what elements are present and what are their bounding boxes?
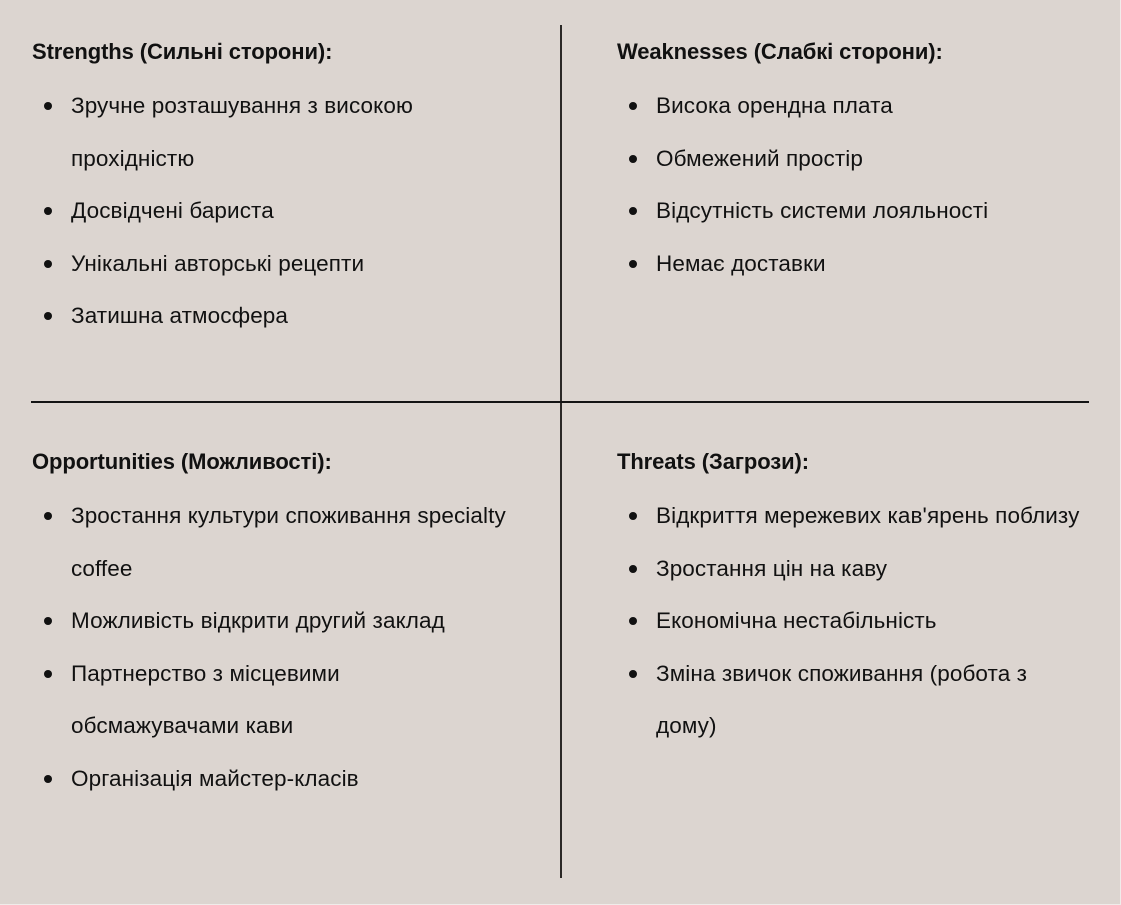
weaknesses-quadrant bbox=[617, 34, 1117, 290]
list-item bbox=[32, 595, 471, 648]
bullet-icon bbox=[44, 102, 52, 110]
list-item bbox=[32, 80, 511, 185]
list-item-text: Зручне розташування з високою прохідністю bbox=[71, 93, 413, 171]
list-item-text: Зростання культури споживання specialty coffee bbox=[71, 503, 506, 581]
list-item-text: Організація майстер-класів bbox=[71, 765, 359, 791]
list-item bbox=[617, 133, 1117, 186]
vertical-divider bbox=[560, 25, 562, 878]
strengths-list bbox=[32, 80, 532, 343]
list-item bbox=[32, 490, 511, 595]
bullet-icon bbox=[629, 207, 637, 215]
bullet-icon bbox=[629, 260, 637, 268]
list-item-text: Висока орендна плата bbox=[656, 93, 893, 118]
bullet-icon bbox=[44, 207, 52, 215]
threats-quadrant bbox=[617, 444, 1117, 753]
bullet-icon bbox=[44, 617, 52, 625]
list-item-text: Немає доставки bbox=[656, 250, 826, 276]
list-item-text: Зростання цін на каву bbox=[656, 555, 888, 581]
list-item bbox=[32, 290, 532, 343]
list-item-text: Відкриття мережевих кав'ярень поблизу bbox=[656, 503, 1080, 528]
list-item-text: Зміна звичок споживання (робота з дому) bbox=[656, 660, 1028, 738]
opportunities-list bbox=[32, 490, 532, 805]
list-item bbox=[32, 753, 532, 806]
list-item bbox=[617, 543, 1117, 596]
strengths-title: Strengths (Сильні сторони): bbox=[32, 39, 333, 64]
list-item bbox=[32, 238, 532, 291]
bullet-icon bbox=[629, 565, 637, 573]
list-item bbox=[617, 185, 1117, 238]
bullet-icon bbox=[629, 617, 637, 625]
list-item-text: Обмежений простір bbox=[656, 145, 863, 171]
list-item bbox=[617, 490, 1096, 543]
list-item-text: Унікальні авторські рецепти bbox=[71, 250, 365, 276]
bullet-icon bbox=[629, 512, 637, 520]
list-item bbox=[32, 185, 532, 238]
bullet-icon bbox=[44, 312, 52, 320]
opportunities-title: Opportunities (Можливості): bbox=[32, 449, 332, 474]
list-item-text: Відсутність системи лояльності bbox=[656, 198, 989, 223]
bullet-icon bbox=[44, 775, 52, 783]
horizontal-divider bbox=[31, 401, 1089, 403]
list-item-text: Партнерство з місцевими обсмажувачами кави bbox=[71, 660, 340, 738]
threats-title: Threats (Загрози): bbox=[617, 449, 809, 474]
bullet-icon bbox=[44, 670, 52, 678]
list-item-text: Економічна нестабільність bbox=[656, 608, 937, 633]
list-item-text: Можливість відкрити другий заклад bbox=[71, 608, 445, 633]
list-item bbox=[32, 648, 451, 753]
list-item-text: Затишна атмосфера bbox=[71, 303, 289, 328]
bullet-icon bbox=[44, 512, 52, 520]
list-item-text: Досвідчені бариста bbox=[71, 198, 274, 223]
bullet-icon bbox=[44, 260, 52, 268]
weaknesses-list bbox=[617, 80, 1117, 290]
list-item bbox=[617, 648, 1036, 753]
list-item bbox=[617, 595, 1117, 648]
list-item bbox=[617, 80, 1117, 133]
strengths-quadrant bbox=[32, 34, 532, 343]
bullet-icon bbox=[629, 155, 637, 163]
list-item bbox=[617, 238, 1117, 291]
opportunities-quadrant bbox=[32, 444, 532, 805]
threats-list bbox=[617, 490, 1117, 753]
bullet-icon bbox=[629, 102, 637, 110]
weaknesses-title: Weaknesses (Слабкі сторони): bbox=[617, 39, 943, 64]
bullet-icon bbox=[629, 670, 637, 678]
